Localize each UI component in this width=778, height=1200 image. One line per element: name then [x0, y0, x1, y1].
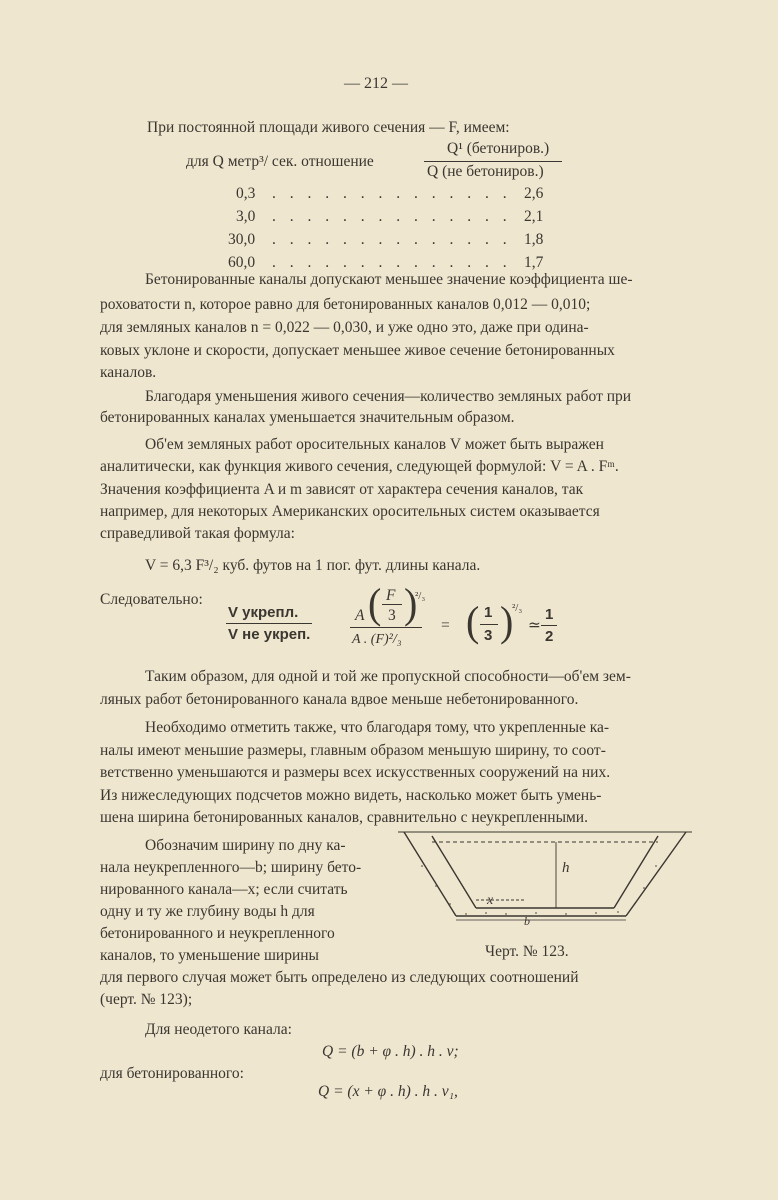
paragraph-1-line: ковых уклоне и скорости, допускает меньшее живое сечение бетонированных [100, 342, 615, 359]
half-numer: 1 [545, 606, 554, 623]
intro-line: При постоянной площади живого сечения — F, имеем: [147, 119, 510, 136]
paragraph-1-line: каналов. [100, 364, 157, 381]
numer-3: 3 [388, 607, 396, 624]
figure-label-b: b [524, 914, 530, 928]
paragraph-3-line: Значения коэффициента A и m зависят от характера сечения каналов, так [100, 481, 584, 498]
paren-open-2: ( [466, 597, 480, 646]
formula-undressed: Q = (b + φ . h) . h . v; [322, 1043, 459, 1060]
paragraph-2-line: Благодаря уменьшения живого сечения—количество земляных работ при [145, 388, 632, 405]
paragraph-5-line: Из нижеследующих подсчетов можно видеть, насколько может быть умень- [100, 787, 602, 804]
figure-caption: Черт. № 123. [485, 943, 569, 960]
table-row-q: 30,0 [228, 231, 256, 248]
paragraph-3-line: например, для некоторых Американских оросительных систем оказывается [100, 503, 600, 520]
paragraph-1-line: роховатости n, которое равно для бетонированных каналов 0,012 — 0,010; [100, 296, 591, 313]
numer-a: A [355, 607, 365, 624]
paragraph-3-line: справедливой такая формула: [100, 525, 295, 542]
formula-concrete: Q = (x + φ . h) . h . v₁, [318, 1083, 458, 1100]
undressed-canal-label: Для неодетого канала: [145, 1021, 292, 1038]
half-denom: 2 [545, 628, 554, 645]
figure-label-x: x [487, 893, 494, 908]
paren-close: ) [404, 579, 418, 628]
three-denom: 3 [484, 627, 493, 644]
paragraph-1-line: Бетонированные каналы допускают меньшее значение коэффициента ше- [145, 271, 633, 288]
exponent-2: ²/₃ [512, 602, 523, 614]
ratio-fraction-bar-left [226, 623, 312, 624]
paren-open: ( [368, 579, 382, 628]
paragraph-6-line: каналов, то уменьшение ширины [100, 947, 319, 964]
approx-sign: ≃ [528, 617, 541, 634]
paragraph-6-line: нированного канала—x; если считать [100, 881, 348, 898]
table-header-left: для Q метр³/ сек. отношение [186, 153, 374, 170]
table-row-dots: . . . . . . . . . . . . . . [272, 208, 512, 225]
table-header-denominator: Q (не бетониров.) [427, 163, 544, 180]
equals-sign: = [441, 617, 450, 634]
v-ukrepl-label: V укрепл. [228, 604, 299, 621]
table-row-q: 0,3 [236, 185, 256, 202]
paragraph-5-line: шена ширина бетонированных каналов, сравнительно с неукрепленными. [100, 809, 588, 826]
paragraph-5-line: Необходимо отметить также, что благодаря тому, что укрепленные ка- [145, 719, 610, 736]
paragraph-6-line: одну и ту же глубину воды h для [100, 903, 315, 920]
one-numer: 1 [484, 604, 493, 621]
paragraph-4-line: Таким образом, для одной и той же пропускной способности—об'ем зем- [145, 668, 631, 685]
table-row-q: 3,0 [236, 208, 256, 225]
page-number: — 212 — [344, 75, 408, 92]
paragraph-4-line: ляных работ бетонированного канала вдвое меньше небетонированного. [100, 691, 579, 708]
table-row-q: 60,0 [228, 254, 256, 271]
table-row-ratio: 2,1 [524, 208, 544, 225]
one-third-bar [480, 624, 498, 625]
paragraph-6-full-line: для первого случая может быть определено из следующих соотношений [100, 969, 579, 986]
table-row-dots: . . . . . . . . . . . . . . [272, 185, 512, 202]
table-row-ratio: 1,7 [524, 254, 544, 271]
paragraph-3-line: аналитически, как функция живого сечения, следующей формулой: V = A . Fᵐ. [100, 458, 619, 475]
consequently-label: Следовательно: [100, 591, 203, 608]
table-row-dots: . . . . . . . . . . . . . . [272, 231, 512, 248]
paren-close-2: ) [500, 597, 514, 646]
paragraph-1-line: для земляных каналов n = 0,022 — 0,030, и уже одно это, даже при одина- [100, 319, 589, 336]
numer-f: F [386, 587, 396, 604]
paragraph-2-line: бетонированных каналах уменьшается значительным образом. [100, 409, 515, 426]
v-neukrep-label: V не укреп. [228, 626, 311, 643]
table-row-ratio: 1,8 [524, 231, 544, 248]
denominator: A . (F)²/₃ [352, 632, 402, 647]
figure-label-h: h [562, 860, 570, 876]
paragraph-6-full-line: (черт. № 123); [100, 991, 193, 1008]
paragraph-6-line: бетонированного и неукрепленного [100, 925, 335, 942]
half-bar [541, 625, 557, 626]
concrete-canal-label: для бетонированного: [100, 1065, 244, 1082]
paragraph-6-line: нала неукрепленного—b; ширину бето- [100, 859, 362, 876]
numer-exponent: ²/₃ [415, 590, 426, 602]
paragraph-6-line: Обозначим ширину по дну ка- [145, 837, 346, 854]
table-row-dots: . . . . . . . . . . . . . . [272, 254, 512, 271]
formula-volume: V = 6,3 F³/₂ куб. футов на 1 пог. фут. длины канала. [145, 557, 481, 574]
paragraph-3-line: Об'ем земляных работ оросительных каналов V может быть выражен [145, 436, 604, 453]
canal-cross-section-figure [396, 826, 696, 926]
paragraph-5-line: налы имеют меньшие размеры, главным образом меньшую ширину, то соот- [100, 742, 606, 759]
table-row-ratio: 2,6 [524, 185, 544, 202]
paragraph-5-line: ветственно уменьшаются и размеры всех искусственных сооружений на них. [100, 764, 611, 781]
table-header-numerator: Q¹ (бетониров.) [447, 140, 550, 157]
